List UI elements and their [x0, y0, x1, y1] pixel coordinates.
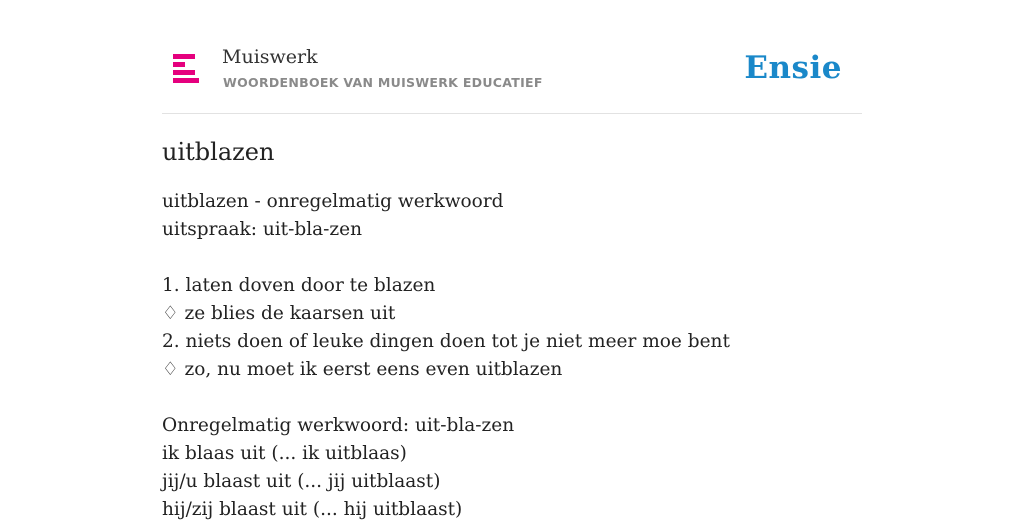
entry-line: uitspraak: uit-bla-zen [162, 219, 362, 240]
entry-line: ik blaas uit (... ik uitblaas) [162, 443, 407, 464]
muiswerk-logo-icon[interactable] [173, 54, 199, 88]
entry-title: uitblazen [162, 138, 275, 166]
brand-subtitle: WOORDENBOEK VAN MUISWERK EDUCATIEF [223, 75, 543, 90]
entry-line: ♢ ze blies de kaarsen uit [162, 303, 396, 324]
page [162, 0, 862, 524]
entry-line: 2. niets doen of leuke dingen doen tot je niet meer moe bent [162, 331, 730, 352]
entry-line: hij/zij blaast uit (... hij uitblaast) [162, 499, 463, 520]
header [162, 0, 862, 114]
brand-title[interactable]: Muiswerk [222, 46, 318, 68]
ensie-logo[interactable]: Ensie [744, 50, 842, 86]
entry-line: ♢ zo, nu moet ik eerst eens even uitblazen [162, 359, 563, 380]
entry-line: 1. laten doven door te blazen [162, 275, 436, 296]
entry-line [162, 244, 862, 272]
entry-line: Onregelmatig werkwoord: uit-bla-zen [162, 415, 515, 436]
entry-body [162, 188, 862, 524]
entry-line: jij/u blaast uit (... jij uitblaast) [162, 471, 441, 492]
entry-line [162, 384, 862, 412]
entry-line: uitblazen - onregelmatig werkwoord [162, 191, 504, 212]
